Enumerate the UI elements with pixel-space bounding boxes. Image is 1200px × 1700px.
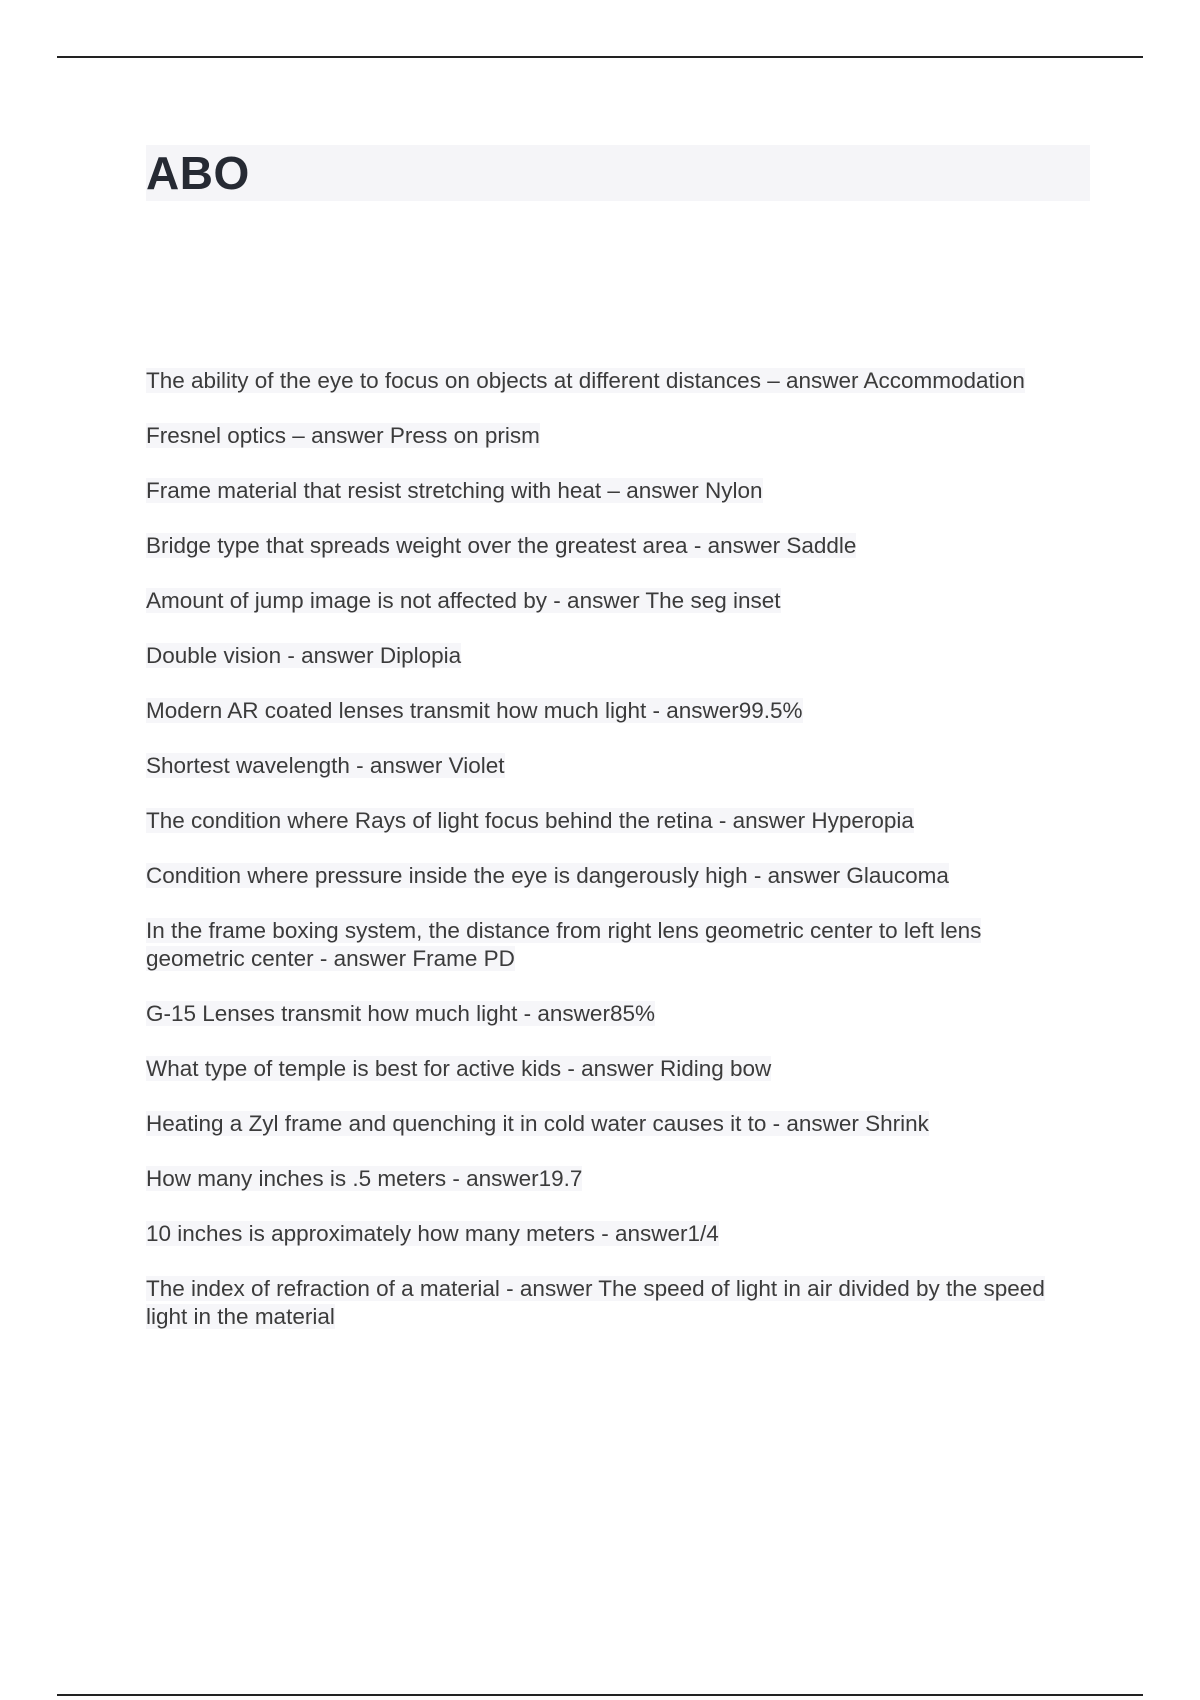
list-item <box>146 1000 1076 1028</box>
qa-text: How many inches is .5 meters - answer19.7 <box>146 1166 583 1191</box>
qa-text: Fresnel optics – answer Press on prism <box>146 423 540 448</box>
list-item <box>146 477 1076 505</box>
list-item <box>146 642 1076 670</box>
qa-text: Condition where pressure inside the eye is dangerously high - answer Glaucoma <box>146 863 949 888</box>
qa-text: Shortest wavelength - answer Violet <box>146 753 505 778</box>
qa-text: Heating a Zyl frame and quenching it in cold water causes it to - answer Shrink <box>146 1111 929 1136</box>
qa-text: Frame material that resist stretching with heat – answer Nylon <box>146 478 763 503</box>
list-item <box>146 862 1076 890</box>
list-item <box>146 1220 1076 1248</box>
top-rule <box>57 56 1143 58</box>
list-item <box>146 752 1076 780</box>
question-answer-list <box>146 367 1076 1358</box>
qa-text: The condition where Rays of light focus behind the retina - answer Hyperopia <box>146 808 914 833</box>
list-item <box>146 1055 1076 1083</box>
list-item <box>146 532 1076 560</box>
qa-text: Bridge type that spreads weight over the greatest area - answer Saddle <box>146 533 857 558</box>
qa-text: G-15 Lenses transmit how much light - answer85% <box>146 1001 655 1026</box>
list-item <box>146 1165 1076 1193</box>
page-title: ABO <box>146 147 250 199</box>
qa-text: The ability of the eye to focus on objects at different distances – answer Accommodation <box>146 368 1025 393</box>
title-highlight <box>146 145 1090 201</box>
qa-text: 10 inches is approximately how many meters - answer1/4 <box>146 1221 719 1246</box>
list-item <box>146 807 1076 835</box>
qa-text: Amount of jump image is not affected by - answer The seg inset <box>146 588 781 613</box>
qa-text: Modern AR coated lenses transmit how much light - answer99.5% <box>146 698 803 723</box>
list-item <box>146 1275 1076 1331</box>
list-item <box>146 367 1076 395</box>
list-item <box>146 422 1076 450</box>
qa-text: What type of temple is best for active kids - answer Riding bow <box>146 1056 772 1081</box>
bottom-rule <box>57 1694 1143 1696</box>
list-item <box>146 917 1076 973</box>
list-item <box>146 1110 1076 1138</box>
qa-text: In the frame boxing system, the distance from right lens geometric center to left lens geometric center - answer Frame PD <box>146 918 982 971</box>
list-item <box>146 587 1076 615</box>
list-item <box>146 697 1076 725</box>
qa-text: The index of refraction of a material - answer The speed of light in air divided by the speed light in the material <box>146 1276 1045 1329</box>
qa-text: Double vision - answer Diplopia <box>146 643 462 668</box>
